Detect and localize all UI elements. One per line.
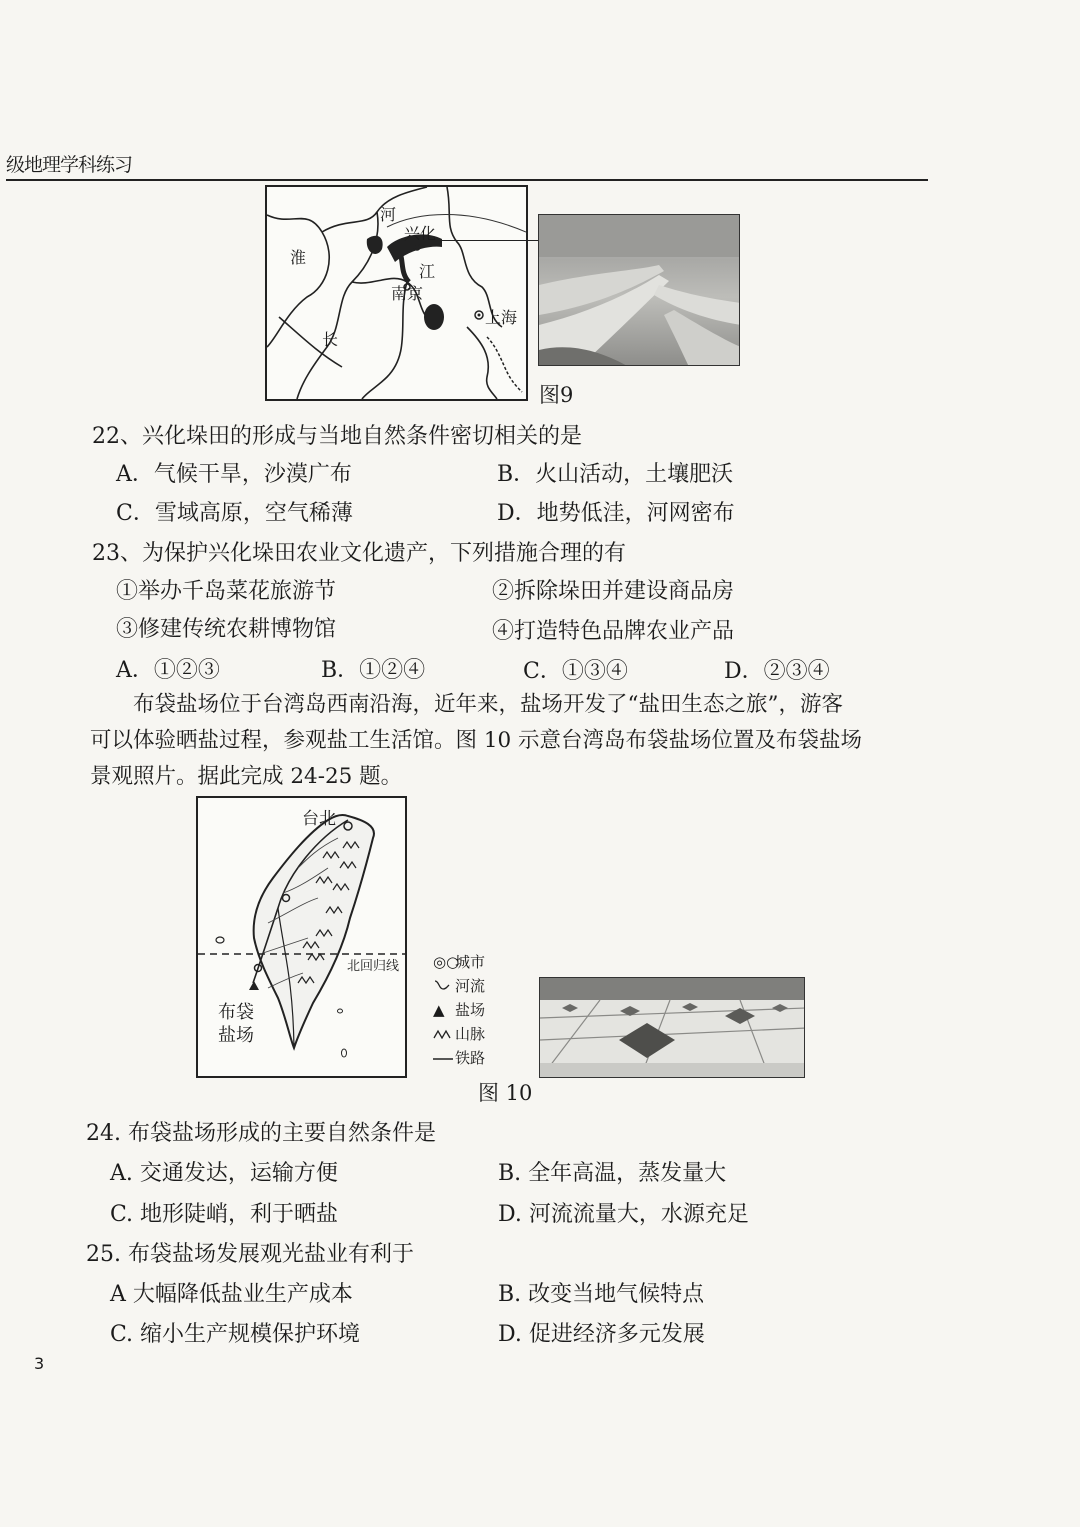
figure9-photo (538, 214, 740, 366)
passage-line-1: 布袋盐场位于台湾岛西南沿海，近年来，盐场开发了“盐田生态之旅”，游客 (133, 692, 843, 717)
city-icon: ◎○ (433, 953, 460, 971)
map-label-he: 河 (380, 205, 397, 224)
q23-item-2: ②拆除垛田并建设商品房 (492, 579, 735, 604)
q24-option-b[interactable]: B. 全年高温，蒸发量大 (498, 1161, 727, 1186)
figure9-photo-drawing (539, 215, 740, 366)
map-label-shanghai: 上海 (485, 308, 518, 327)
saltfield-triangle-icon: ▲ (433, 1001, 445, 1019)
river-icon (433, 977, 455, 995)
q23-option-d[interactable]: D．②③④ (724, 659, 830, 684)
map-label-saltfield: 盐场 (218, 1025, 254, 1046)
question-25-stem: 25. 布袋盐场发展观光盐业有利于 (86, 1242, 414, 1267)
figure10-photo-drawing (540, 978, 805, 1078)
q24-option-a[interactable]: A. 交通发达，运输方便 (110, 1161, 338, 1186)
figure10-map (196, 796, 407, 1078)
legend-item-river: 河流 (433, 975, 513, 999)
map-label-taipei: 台北 (302, 809, 336, 829)
q25-option-d[interactable]: D. 促进经济多元发展 (498, 1322, 705, 1347)
q23-item-1: ①举办千岛菜花旅游节 (116, 579, 337, 604)
railway-line-icon (433, 1049, 455, 1067)
map-label-xinghua: 兴化 (404, 224, 437, 243)
map-label-huai: 淮 (290, 248, 307, 267)
map-label-budai: 布袋 (218, 1002, 254, 1023)
legend-item-saltfield: ▲ 盐场 (433, 1001, 486, 1019)
map-label-chang: 长 (322, 330, 339, 349)
q24-option-c[interactable]: C. 地形陡峭，利于晒盐 (110, 1202, 339, 1227)
legend-item-mountain: 山脉 (433, 1023, 513, 1047)
page-number: 3 (34, 1354, 45, 1373)
header-rule (6, 179, 928, 181)
figure9-map (265, 185, 528, 401)
map-label-tropic-of-cancer: 北回归线 (347, 955, 399, 974)
q25-option-c[interactable]: C. 缩小生产规模保护环境 (110, 1322, 361, 1347)
q23-option-c[interactable]: C．①③④ (523, 659, 628, 684)
q23-item-4: ④打造特色品牌农业产品 (492, 619, 735, 644)
q23-item-3: ③修建传统农耕博物馆 (116, 617, 337, 642)
map-label-nanjing: 南京 (391, 284, 424, 303)
map-label-jiang: 江 (419, 262, 436, 281)
question-22-stem: 22、兴化垛田的形成与当地自然条件密切相关的是 (92, 424, 582, 449)
figure9-caption: 图9 (539, 383, 574, 407)
q23-option-b[interactable]: B．①②④ (321, 658, 426, 683)
passage-line-3: 景观照片。据此完成 24-25 题。 (90, 764, 403, 789)
q22-option-d[interactable]: D．地势低洼，河网密布 (497, 501, 735, 526)
q24-option-d[interactable]: D. 河流流量大，水源充足 (498, 1202, 749, 1227)
mountain-icon (433, 1025, 455, 1043)
page-header-title: 级地理学科练习 (6, 154, 133, 176)
passage-line-2: 可以体验晒盐过程，参观盐工生活馆。图 10 示意台湾岛布袋盐场位置及布袋盐场 (90, 728, 863, 753)
q25-option-a[interactable]: A 大幅降低盐业生产成本 (110, 1282, 353, 1307)
figure10-caption: 图 10 (478, 1081, 533, 1105)
question-24-stem: 24. 布袋盐场形成的主要自然条件是 (86, 1121, 436, 1146)
figure9-leader-line (415, 240, 540, 241)
legend-item-city: ◎○城市 (433, 953, 486, 971)
q22-option-b[interactable]: B．火山活动，土壤肥沃 (497, 462, 734, 487)
figure10-legend (433, 951, 513, 1071)
q22-option-a[interactable]: A．气候干旱，沙漠广布 (116, 462, 352, 487)
q22-option-c[interactable]: C．雪域高原，空气稀薄 (116, 501, 353, 526)
legend-item-railway: 铁路 (433, 1047, 513, 1071)
question-23-stem: 23、为保护兴化垛田农业文化遗产，下列措施合理的有 (92, 541, 626, 566)
q25-option-b[interactable]: B. 改变当地气候特点 (498, 1282, 705, 1307)
q23-option-a[interactable]: A．①②③ (116, 658, 220, 683)
figure10-photo (539, 977, 805, 1078)
